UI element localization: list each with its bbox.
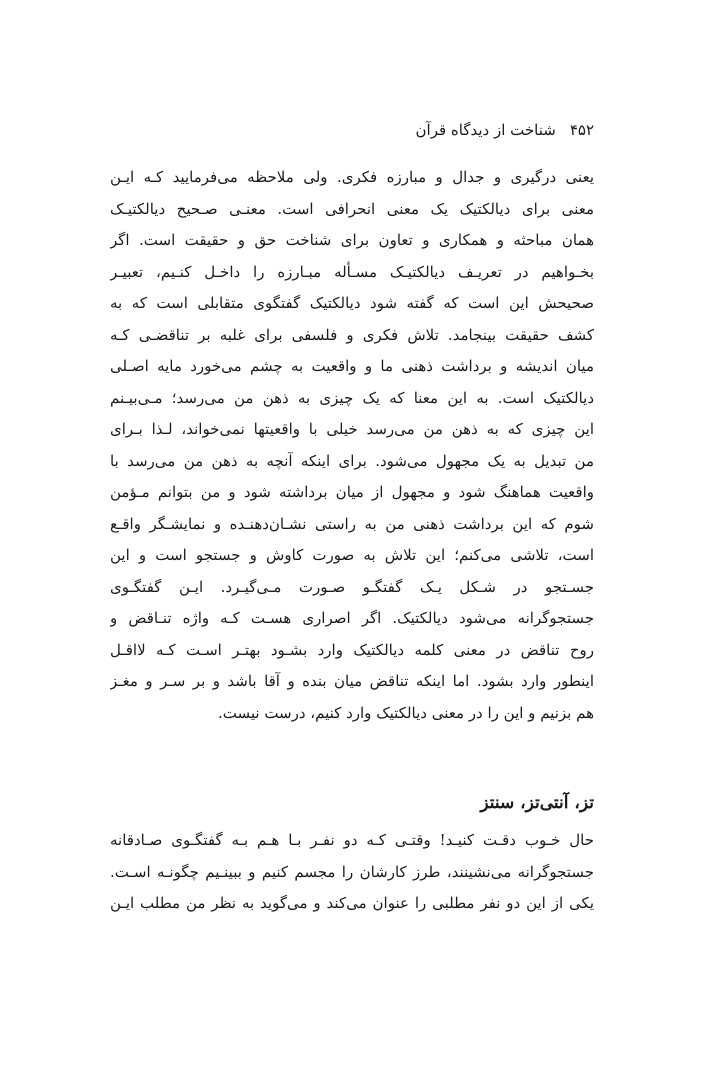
- text-line: حال خـوب دقـت کنیـد! وقتـی کـه دو نفـر بـا هـم بـه گفتگـوی صـادقانه: [110, 831, 594, 849]
- paragraph-1: [110, 162, 594, 729]
- text-line: است، تلاشی می‌کنم؛ این تلاش به صورت کاوش و جستجو است و این: [110, 546, 594, 564]
- text-line: صحیحش این است که گفته شود دیالکتیک گفتگوی متقابلی است که به: [110, 294, 594, 312]
- running-header: [416, 118, 594, 142]
- text-line: یعنی درگیری و جدال و مبارزه فکری. ولی ملاحظه می‌فرمایید کـه ایـن: [110, 168, 594, 186]
- text-line: بخـواهیم در تعریـف دیالکتیـک مسـأله مبـارزه را داخـل کنـیم، تعبیـر: [110, 262, 594, 281]
- text-line: میان اندیشه و برداشت ذهنی ما و واقعیت به چشم می‌خورد مایه اصـلی: [110, 357, 594, 375]
- section-heading: تز، آنتی‌تز، سنتز: [480, 793, 594, 813]
- text-line: جستجوگرانه می‌شود دیالکتیک. اگر اصراری هسـت کـه واژه تنـاقض و: [110, 609, 594, 627]
- text-line: این چیزی که به ذهن من می‌رسد خیلی با واقعیتها نمی‌خواند، لـذا بـرای: [110, 420, 594, 438]
- text-line: جستجوگرانه می‌نشینند، طرز کارشان را مجسم کنیم و ببینـیم چگونـه اسـت.: [110, 862, 594, 881]
- page-number: ۴۵۲: [569, 121, 594, 139]
- text-line: من تبدیل به یک مجهول می‌شود. برای اینکه آنچه به ذهن من می‌رسد با: [110, 451, 594, 470]
- text-line: جسـتجو در شـکل یـک گفتگـو صـورت مـی‌گیـرد. ایـن گفتگـوی: [110, 577, 594, 596]
- text-line: همان مباحثه و همکاری و تعاون برای شناخت حق و حقیقت است. اگر: [110, 231, 594, 249]
- text-line: اینطور وارد بشود. اما اینکه تناقض میان بنده و آقا باشد و بر سـر و مغـز: [110, 672, 594, 690]
- text-line: معنی برای دیالکتیک یک معنی انحرافی است. معنـی صـحیح دیالکتیـک: [110, 199, 594, 218]
- paragraph-2: [110, 825, 594, 920]
- text-line: شوم که این برداشت ذهنی من به راستی نشـان‌دهنـده و نمایشـگر واقـع: [110, 514, 594, 533]
- text-line: هم بزنیم و این را در معنی دیالکتیک وارد کنیم، درست نیست.: [217, 703, 594, 722]
- text-line: دیالکتیک است. به این معنا که یک چیزی به ذهن من می‌رسد؛ مـی‌بیـنم: [110, 388, 594, 407]
- text-line: کشف حقیقت بینجامد. تلاش فکری و فلسفی برای غلبه بر تناقضـی کـه: [110, 325, 594, 344]
- text-line: یکی از این دو نفر مطلبی را عنوان می‌کند و می‌گوید به نظر من مطلب ایـن: [110, 894, 594, 912]
- text-line: واقعیت هماهنگ شود و مجهول از میان برداشته شود و من بتوانم مـؤمن: [110, 483, 594, 501]
- book-title: شناخت از دیدگاه قرآن: [415, 121, 556, 139]
- text-line: روح تناقض در معنی کلمه دیالکتیک وارد بشـود بهتـر اسـت کـه لااقـل: [110, 640, 594, 659]
